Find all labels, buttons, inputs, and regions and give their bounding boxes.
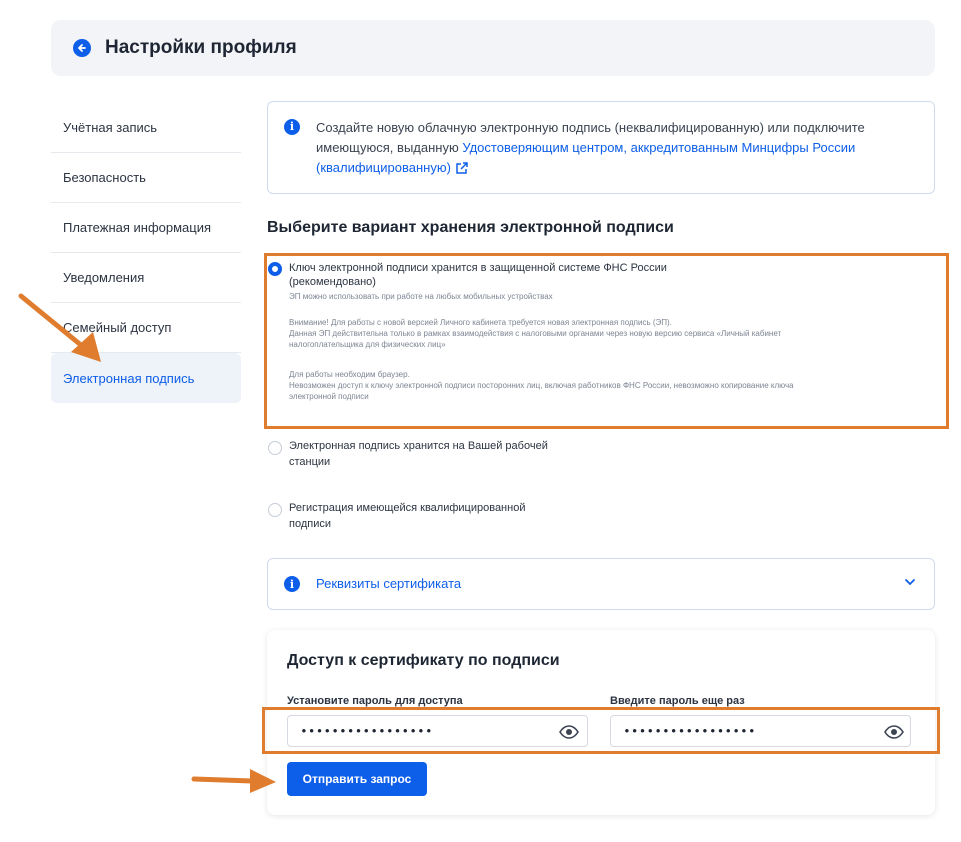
annotation-arrow-sidebar-icon	[15, 290, 110, 370]
external-link-icon[interactable]	[455, 161, 469, 175]
option-workstation-line1: Электронная подпись хранится на Вашей рабочей	[289, 440, 548, 452]
repeat-password-label: Введите пароль еще раз	[610, 695, 745, 707]
sidebar-item-notifications[interactable]: Уведомления	[51, 253, 241, 303]
storage-section-title: Выберите вариант хранения электронной подписи	[267, 219, 674, 236]
radio-option-qualified[interactable]	[268, 503, 282, 517]
info-banner	[267, 101, 935, 194]
radio-option-fns-system[interactable]	[268, 262, 282, 276]
option-fns-note-mobile: ЭП можно использовать при работе на любых мобильных устройствах	[289, 292, 553, 301]
option-fns-note-browser: Для работы необходим браузер.	[289, 370, 410, 379]
option-qualified-line2: подписи	[289, 518, 331, 530]
option-fns-note-warning: Внимание! Для работы с новой версией Личного кабинета требуется новая электронная подпись (ЭП).	[289, 318, 672, 327]
info-text: Создайте новую облачную электронную подпись (неквалифицированную) или подключите имеющуюся, выданную	[316, 120, 865, 155]
certificate-details-accordion[interactable]	[267, 558, 935, 610]
option-fns-note-validity-2: налогоплательщика для физических лиц»	[289, 340, 446, 349]
option-fns-note-access-2: электронной подписи	[289, 392, 369, 401]
sidebar-item-account[interactable]: Учётная запись	[51, 103, 241, 153]
info-icon: i	[284, 576, 300, 592]
accredited-center-link[interactable]: Удостоверяющим центром, аккредитованным Минцифры России (квалифицированную)	[316, 140, 856, 175]
sidebar-item-security[interactable]: Безопасность	[51, 153, 241, 203]
sidebar-item-payment[interactable]: Платежная информация	[51, 203, 241, 253]
sidebar-item-family-access[interactable]: Семейный доступ	[51, 303, 241, 353]
sidebar-item-electronic-signature[interactable]: Электронная подпись	[51, 353, 241, 403]
back-arrow-icon[interactable]	[73, 39, 91, 57]
password-highlight-frame	[262, 707, 940, 754]
page-title: Настройки профиля	[105, 37, 297, 58]
page-header	[51, 20, 935, 76]
certificate-details-label[interactable]: Реквизиты сертификата	[316, 576, 462, 591]
annotation-arrow-submit-icon	[190, 765, 280, 795]
option-workstation-line2: станции	[289, 456, 331, 468]
option-fns-note-validity: Данная ЭП действительна только в рамках взаимодействия с налоговыми органами через новую версию сервиса «Личный кабинет	[289, 329, 782, 338]
password-label: Установите пароль для доступа	[287, 695, 463, 707]
option-fns-note-access: Невозможен доступ к ключу электронной подписи посторонних лиц, включая работников ФНС России, невозможно копирование ключа	[289, 381, 794, 390]
chevron-down-icon[interactable]	[904, 578, 916, 586]
option-qualified-line1: Регистрация имеющейся квалифицированной	[289, 502, 526, 514]
radio-option-workstation[interactable]	[268, 441, 282, 455]
info-icon: i	[284, 119, 300, 135]
option-fns-line1: Ключ электронной подписи хранится в защищенной системе ФНС России	[289, 262, 667, 274]
submit-request-button[interactable]: Отправить запрос	[287, 762, 427, 796]
access-title: Доступ к сертификату по подписи	[287, 652, 560, 669]
option-fns-line2: (рекомендовано)	[289, 276, 376, 288]
